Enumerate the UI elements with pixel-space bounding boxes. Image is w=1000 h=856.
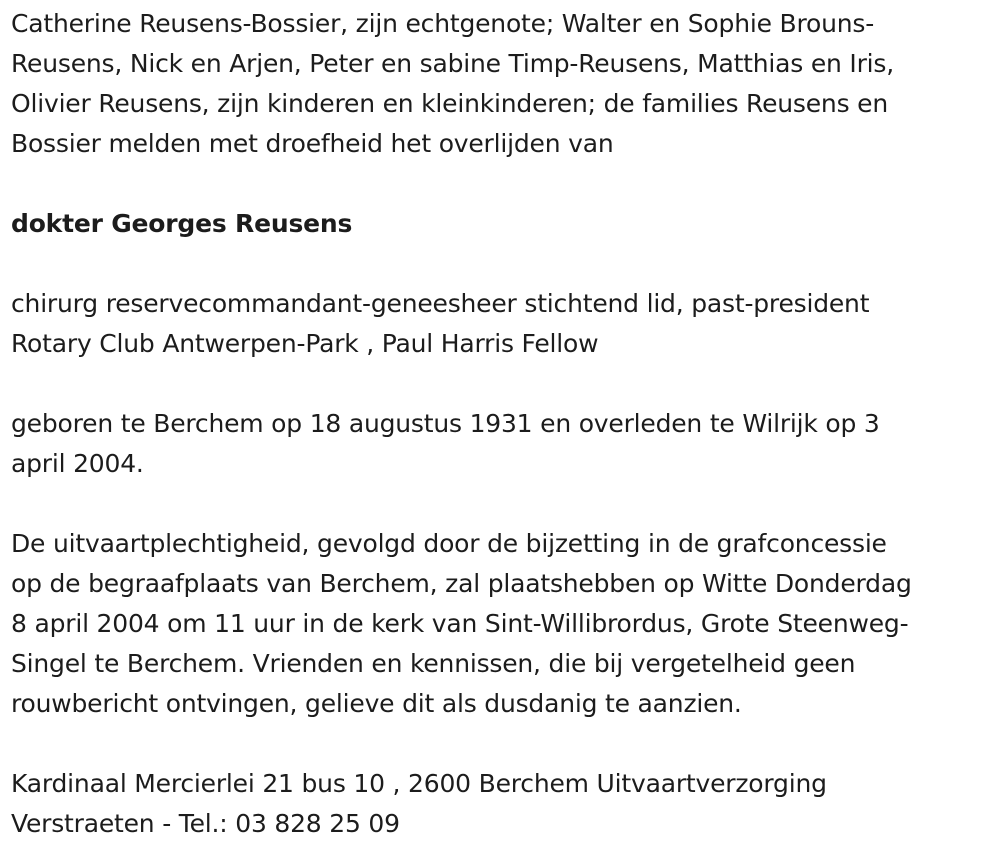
contact-paragraph: Kardinaal Mercierlei 21 bus 10 , 2600 Berchem Uitvaartverzorging Verstraeten - Tel.: 03 828 25 09: [11, 769, 827, 838]
death-announcement: [11, 4, 991, 844]
titles-paragraph: chirurg reservecommandant-geneesheer stichtend lid, past-president Rotary Club Antwerpen-Park , Paul Harris Fellow: [11, 289, 870, 358]
intro-paragraph: Catherine Reusens-Bossier, zijn echtgenote; Walter en Sophie Brouns- Reusens, Nick en Arjen, Peter en sabine Timp-Reusens, Matthias en Iris, Olivier Reusens, zijn kinderen en kleinkinderen; de families Reusens en Bossier melden met droefheid het overlijden van: [11, 9, 895, 158]
birth-death-paragraph: geboren te Berchem op 18 augustus 1931 en overleden te Wilrijk op 3 april 2004.: [11, 409, 880, 478]
deceased-name: dokter Georges Reusens: [11, 209, 353, 238]
funeral-paragraph: De uitvaartplechtigheid, gevolgd door de bijzetting in de grafconcessie op de begraafplaats van Berchem, zal plaatshebben op Witte Donderdag 8 april 2004 om 11 uur in de kerk van Sint-Willibrordus, Grote Steenweg- Singel te Berchem. Vrienden en kennissen, die bij vergetelheid geen rouwbericht ontvingen, gelieve dit als dusdanig te aanzien.: [11, 529, 912, 718]
